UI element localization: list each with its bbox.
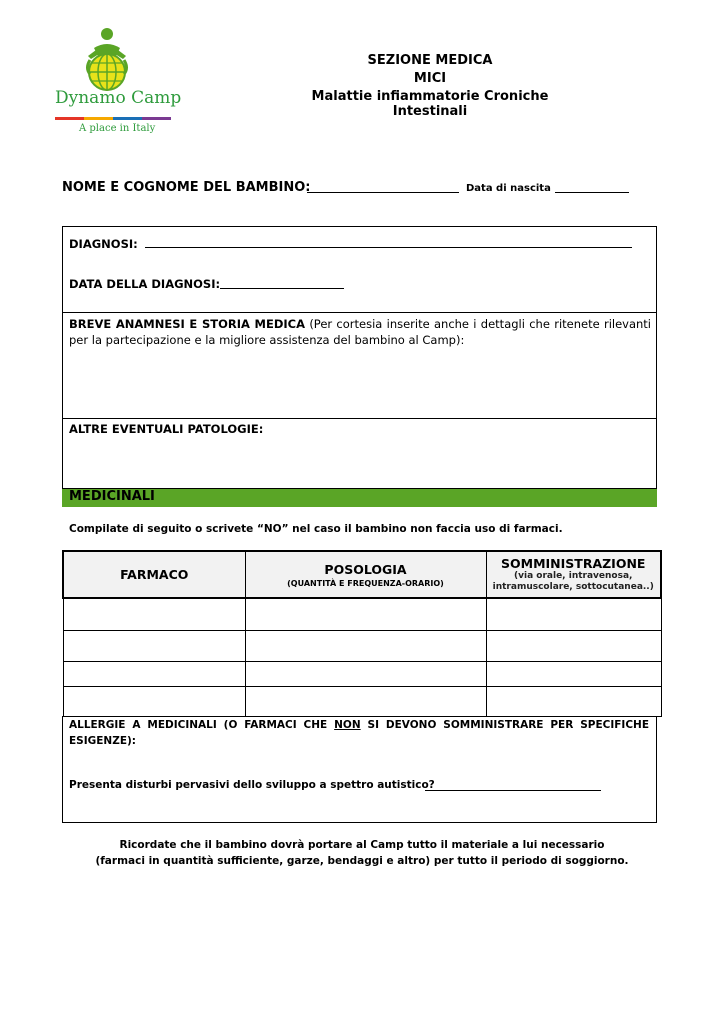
other-conditions-label: ALTRE EVENTUALI PATOLOGIE: — [69, 422, 264, 436]
administration-cell[interactable] — [486, 598, 661, 630]
diagnosis-label: DIAGNOSI: — [69, 237, 138, 251]
administration-cell[interactable] — [486, 630, 661, 661]
birth-date-label: Data di nascita — [466, 183, 551, 194]
birth-date-field[interactable] — [555, 192, 629, 193]
dosage-cell[interactable] — [245, 630, 486, 661]
table-row — [63, 661, 661, 686]
column-header-administration: SOMMINISTRAZIONE (via orale, intravenosa, intramuscolare, sottocutanea..) — [486, 551, 661, 598]
divider — [62, 312, 657, 313]
anamnesis-label: BREVE ANAMNESI E STORIA MEDICA — [69, 317, 305, 331]
dynamo-camp-logo — [50, 26, 180, 138]
administration-cell[interactable] — [486, 686, 661, 716]
medicines-instructions: Compilate di seguito o scrivete “NO” nel caso il bambino non faccia uso di farmaci. — [69, 523, 563, 535]
logo-color-bar-blue — [113, 117, 142, 120]
anamnesis-note: (Per cortesia inserite anche i dettagli che ritenete rilevanti per la partecipazione e la migliore assistenza del bambino al Camp): — [69, 317, 652, 347]
column-header-drug: FARMACO — [63, 551, 245, 598]
table-header-row — [63, 551, 661, 598]
autism-answer-field[interactable] — [425, 790, 601, 791]
dosage-cell[interactable] — [245, 661, 486, 686]
table-row — [63, 686, 661, 716]
medicines-section-title: MEDICINALI — [69, 489, 155, 504]
section-title: SEZIONE MEDICA — [367, 53, 493, 68]
table-row — [63, 598, 661, 630]
logo-color-bar-purple — [142, 117, 171, 120]
footer-note-line1: Ricordate che il bambino dovrà portare al Camp tutto il materiale a lui necessario — [119, 839, 605, 851]
logo-color-bar-red — [55, 117, 84, 120]
logo-color-bar-orange — [84, 117, 113, 120]
allergies-field[interactable]: ALLERGIE A MEDICINALI (O FARMACI CHE NON SI DEVONO SOMMINISTRARE PER SPECIFICHE ESIGENZE): — [69, 719, 650, 747]
child-name-field[interactable] — [307, 192, 459, 193]
dosage-cell[interactable] — [245, 598, 486, 630]
child-name-label: NOME E COGNOME DEL BAMBINO: — [62, 180, 311, 195]
diagnosis-date-label: DATA DELLA DIAGNOSI: — [69, 277, 221, 291]
column-header-dosage: POSOLOGIA (QUANTITÀ E FREQUENZA-ORARIO) — [245, 551, 486, 598]
table-row — [63, 630, 661, 661]
drug-cell[interactable] — [63, 630, 245, 661]
logo-name: Dynamo Camp — [55, 88, 182, 108]
drug-cell[interactable] — [63, 686, 245, 716]
administration-cell[interactable] — [486, 661, 661, 686]
medical-history-box — [62, 226, 657, 507]
dosage-cell[interactable] — [245, 686, 486, 716]
section-description: Malattie infiammatorie Croniche Intestinali — [311, 89, 549, 119]
section-subtitle: MICI — [413, 71, 447, 86]
drug-cell[interactable] — [63, 661, 245, 686]
logo-tagline: A place in Italy — [79, 123, 156, 134]
diagnosis-field[interactable] — [145, 247, 632, 248]
diagnosis-date-field[interactable] — [220, 288, 344, 289]
autism-question: Presenta disturbi pervasivi dello sviluppo a spettro autistico? — [69, 779, 435, 791]
drug-cell[interactable] — [63, 598, 245, 630]
divider — [62, 418, 657, 419]
footer-note-line2: (farmaci in quantità sufficiente, garze, bendaggi e altro) per tutto il periodo di soggiorno. — [95, 855, 629, 867]
medicines-table — [62, 550, 662, 717]
anamnesis-field[interactable] — [69, 316, 651, 348]
not-emphasis: NON — [334, 719, 361, 731]
